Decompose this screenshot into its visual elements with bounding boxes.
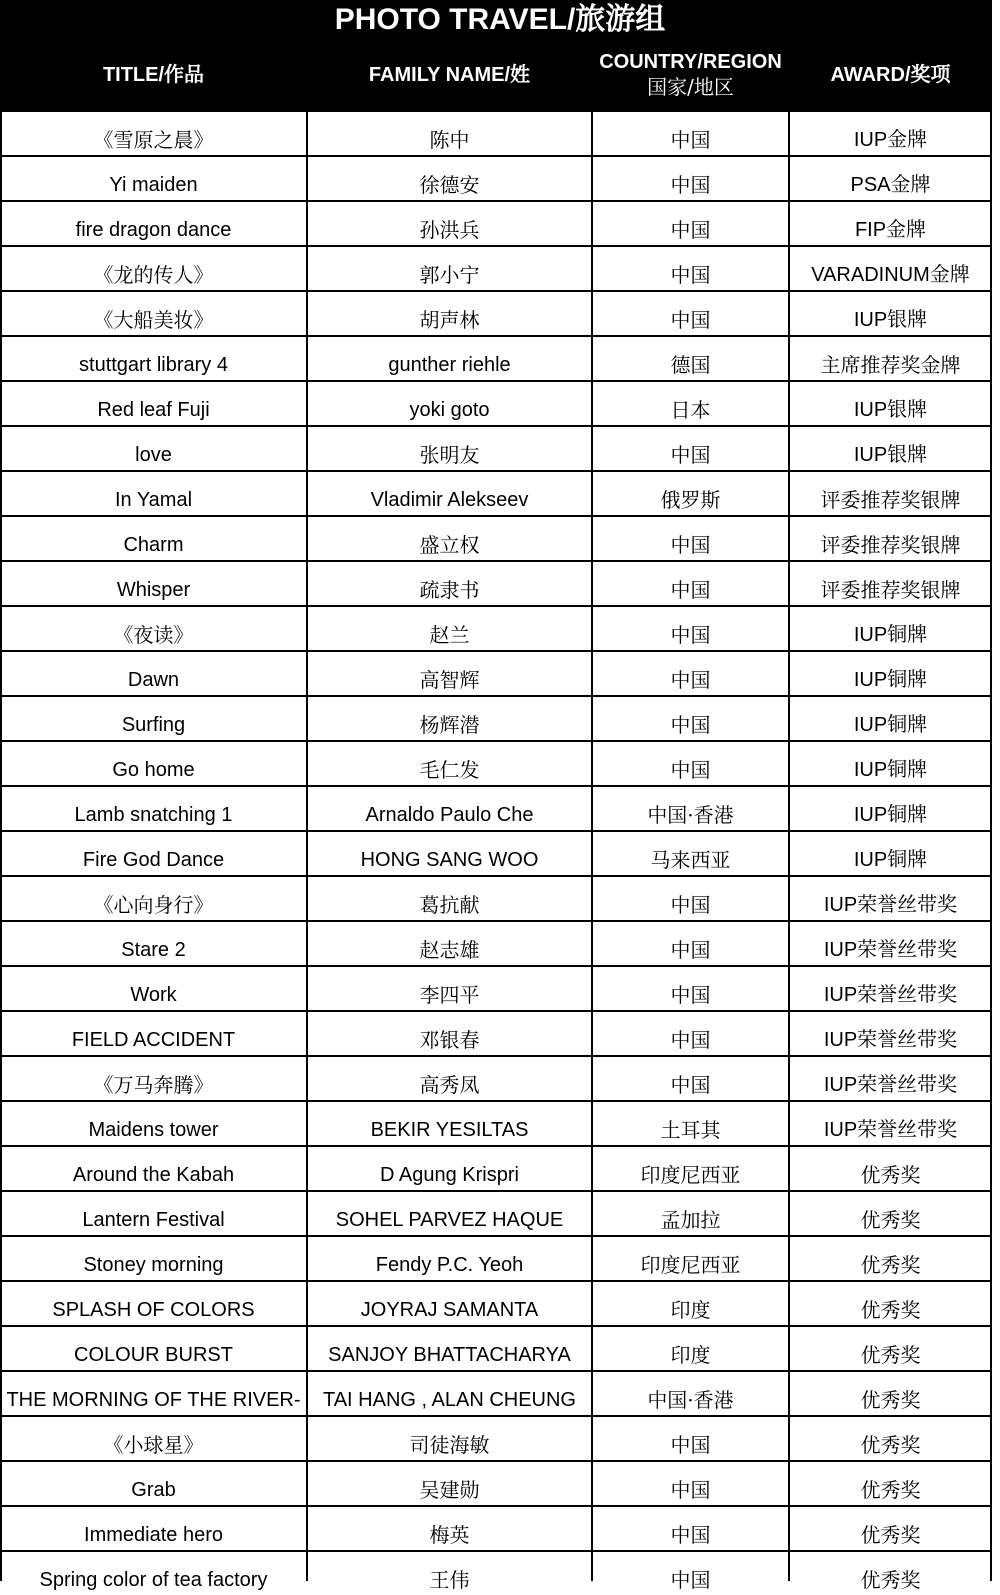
table-row (0, 155, 992, 200)
cell-title: Stare 2 (121, 939, 186, 961)
cell-title: Fire God Dance (82, 849, 225, 871)
cell-award: IUP银牌 (853, 399, 928, 421)
cell-family-name: 邓银春 (419, 1028, 480, 1052)
cell-title: 《万马奔腾》 (93, 1073, 214, 1097)
table-row (0, 245, 992, 290)
cell-family-name: Fendy P.C. Yeoh (375, 1254, 524, 1276)
cell-award: IUP铜牌 (853, 849, 928, 871)
column-header-award-label: AWARD/奖项 (830, 63, 951, 86)
table-border-left (0, 110, 2, 1581)
cell-title: Dawn (127, 669, 180, 691)
cell-family-name: 张明友 (419, 443, 480, 467)
cell-family-name: 司徒海敏 (409, 1433, 490, 1457)
cell-family-name: 疏隶书 (419, 578, 480, 602)
cell-family-name: 高智辉 (419, 668, 480, 692)
cell-family-name: 梅英 (429, 1523, 470, 1547)
cell-country: 中国 (670, 1523, 711, 1547)
cell-country: 中国 (670, 173, 711, 197)
cell-award: 优秀奖 (860, 1478, 921, 1502)
cell-title: fire dragon dance (75, 219, 232, 241)
cell-family-name: 毛仁发 (419, 758, 480, 782)
table-row (0, 1190, 992, 1235)
table-row (0, 290, 992, 335)
column-header-country-line1: COUNTRY/REGION (599, 51, 782, 73)
table-row (0, 335, 992, 380)
results-table (0, 110, 992, 1595)
column-divider-3 (788, 110, 790, 1581)
cell-award: 评委推荐奖银牌 (820, 578, 961, 602)
cell-family-name: HONG SANG WOO (360, 849, 539, 871)
cell-title: 《小球星》 (103, 1433, 204, 1457)
table-row (0, 1145, 992, 1190)
cell-family-name: 徐德安 (419, 173, 480, 197)
cell-country: 中国 (670, 983, 711, 1007)
cell-family-name: 王伟 (429, 1568, 470, 1592)
cell-title: Yi maiden (109, 174, 198, 196)
table-row (0, 560, 992, 605)
cell-family-name: 葛抗献 (419, 893, 480, 917)
cell-country: 印度 (670, 1298, 711, 1322)
cell-country: 印度尼西亚 (640, 1163, 741, 1187)
cell-title: FIELD ACCIDENT (71, 1029, 236, 1051)
cell-award: 优秀奖 (860, 1343, 921, 1367)
cell-family-name: gunther riehle (388, 354, 511, 376)
cell-award: 优秀奖 (860, 1163, 921, 1187)
cell-family-name: 郭小宁 (419, 263, 480, 287)
cell-country: 中国 (670, 623, 711, 647)
cell-country: 德国 (670, 353, 711, 377)
cell-title: Lamb snatching 1 (74, 804, 233, 826)
column-header-award (789, 40, 992, 110)
cell-family-name: 高秀凤 (419, 1073, 480, 1097)
cell-award: 优秀奖 (860, 1298, 921, 1322)
cell-award: IUP银牌 (853, 444, 928, 466)
table-row (0, 1100, 992, 1145)
table-row (0, 470, 992, 515)
cell-award: 优秀奖 (860, 1433, 921, 1457)
column-header-family-name-label: FAMILY NAME/姓 (368, 63, 531, 86)
cell-country: 中国 (670, 128, 711, 152)
cell-country: 印度 (670, 1343, 711, 1367)
cell-family-name: 陈中 (429, 128, 470, 152)
cell-country: 中国 (670, 263, 711, 287)
cell-country: 中国 (670, 758, 711, 782)
cell-award: IUP铜牌 (853, 624, 928, 646)
cell-country: 中国·香港 (647, 803, 734, 827)
cell-title: Maidens tower (88, 1119, 219, 1141)
cell-family-name: 杨辉潜 (419, 713, 480, 737)
table-row (0, 1325, 992, 1370)
table-row (0, 695, 992, 740)
cell-country: 中国 (670, 1433, 711, 1457)
table-row (0, 650, 992, 695)
table-row (0, 1010, 992, 1055)
cell-family-name: D Agung Krispri (380, 1164, 519, 1186)
table-row (0, 1550, 992, 1595)
cell-title: THE MORNING OF THE RIVER- (6, 1389, 301, 1411)
column-header-family-name (307, 40, 592, 110)
cell-title: Whisper (116, 579, 191, 601)
cell-title: love (135, 444, 172, 466)
cell-title: Grab (131, 1479, 176, 1501)
cell-country: 中国 (670, 1478, 711, 1502)
cell-country: 日本 (670, 398, 711, 422)
cell-title: SPLASH OF COLORS (52, 1299, 255, 1321)
table-row (0, 425, 992, 470)
cell-family-name: TAI HANG , ALAN CHEUNG (322, 1389, 576, 1411)
cell-family-name: 吴建勋 (419, 1478, 480, 1502)
page-title: PHOTO TRAVEL/旅游组 (334, 3, 666, 36)
column-divider-1 (306, 110, 308, 1581)
cell-title: Charm (123, 534, 184, 556)
table-row (0, 1055, 992, 1100)
table-row (0, 110, 992, 155)
cell-award: IUP铜牌 (853, 804, 928, 826)
table-row (0, 785, 992, 830)
cell-family-name: Arnaldo Paulo Che (365, 804, 534, 826)
cell-award: IUP铜牌 (853, 714, 928, 736)
cell-country: 中国 (670, 308, 711, 332)
cell-title: 《心向身行》 (93, 893, 214, 917)
cell-country: 中国 (670, 218, 711, 242)
cell-award: IUP银牌 (853, 309, 928, 331)
cell-title: COLOUR BURST (74, 1344, 233, 1366)
cell-title: Around the Kabah (72, 1164, 235, 1186)
cell-country: 中国 (670, 893, 711, 917)
cell-family-name: 盛立权 (419, 533, 480, 557)
cell-country: 中国 (670, 578, 711, 602)
cell-award: IUP荣誉丝带奖 (823, 894, 958, 916)
cell-award: IUP荣誉丝带奖 (823, 1074, 958, 1096)
cell-award: FIP金牌 (854, 219, 927, 241)
cell-family-name: BEKIR YESILTAS (370, 1119, 529, 1141)
cell-country: 中国·香港 (647, 1388, 734, 1412)
cell-award: IUP荣誉丝带奖 (823, 939, 958, 961)
table-row (0, 605, 992, 650)
cell-family-name: yoki goto (409, 399, 490, 421)
cell-country: 中国 (670, 713, 711, 737)
cell-award: IUP荣誉丝带奖 (823, 1119, 958, 1141)
table-row (0, 1280, 992, 1325)
cell-award: 优秀奖 (860, 1388, 921, 1412)
cell-title: Red leaf Fuji (97, 399, 210, 421)
cell-award: IUP铜牌 (853, 669, 928, 691)
table-row (0, 200, 992, 245)
cell-title: 《雪原之晨》 (93, 128, 214, 152)
table-row (0, 1235, 992, 1280)
cell-family-name: 赵志雄 (419, 938, 480, 962)
cell-country: 孟加拉 (660, 1208, 721, 1232)
cell-family-name: 胡声林 (419, 308, 480, 332)
table-header (0, 0, 992, 110)
column-divider-2 (591, 110, 593, 1581)
cell-award: IUP荣誉丝带奖 (823, 984, 958, 1006)
table-row (0, 1415, 992, 1460)
cell-title: Spring color of tea factory (39, 1569, 268, 1591)
cell-country: 俄罗斯 (660, 488, 721, 512)
table-row (0, 380, 992, 425)
cell-country: 马来西亚 (650, 848, 731, 872)
table-border-right (990, 110, 992, 1581)
table-row (0, 1505, 992, 1550)
cell-title: Stoney morning (83, 1254, 224, 1276)
table-row (0, 875, 992, 920)
cell-family-name: Vladimir Alekseev (370, 489, 529, 511)
cell-family-name: 李四平 (419, 983, 480, 1007)
cell-title: Go home (112, 759, 195, 781)
column-header-country-line2: 国家/地区 (647, 75, 734, 99)
cell-country: 中国 (670, 1568, 711, 1592)
cell-title: Immediate hero (84, 1524, 223, 1546)
table-row (0, 1460, 992, 1505)
table-row (0, 515, 992, 560)
cell-title: In Yamal (114, 489, 193, 511)
cell-title: Lantern Festival (82, 1209, 225, 1231)
cell-award: 优秀奖 (860, 1568, 921, 1592)
cell-country: 中国 (670, 1073, 711, 1097)
cell-title: 《龙的传人》 (93, 263, 214, 287)
cell-family-name: SOHEL PARVEZ HAQUE (335, 1209, 564, 1231)
table-row (0, 965, 992, 1010)
cell-title: Work (130, 984, 177, 1006)
column-header-title (0, 40, 307, 110)
cell-country: 中国 (670, 938, 711, 962)
cell-family-name: JOYRAJ SAMANTA (360, 1299, 539, 1321)
cell-award: IUP铜牌 (853, 759, 928, 781)
cell-award: 主席推荐奖金牌 (820, 353, 961, 377)
cell-award: 评委推荐奖银牌 (820, 533, 961, 557)
cell-family-name: 孙洪兵 (419, 218, 480, 242)
cell-country: 土耳其 (660, 1118, 721, 1142)
cell-award: PSA金牌 (850, 174, 931, 196)
cell-country: 中国 (670, 1028, 711, 1052)
cell-family-name: SANJOY BHATTACHARYA (328, 1344, 571, 1366)
cell-award: 优秀奖 (860, 1523, 921, 1547)
cell-award: 评委推荐奖银牌 (820, 488, 961, 512)
table-row (0, 830, 992, 875)
table-row (0, 1370, 992, 1415)
cell-family-name: 赵兰 (429, 623, 470, 647)
cell-title: 《大船美妆》 (93, 308, 214, 332)
cell-award: IUP荣誉丝带奖 (823, 1029, 958, 1051)
cell-title: Surfing (121, 714, 186, 736)
column-header-country (592, 40, 789, 110)
cell-country: 中国 (670, 443, 711, 467)
table-row (0, 920, 992, 965)
cell-award: IUP金牌 (853, 129, 928, 151)
column-header-title-label: TITLE/作品 (102, 63, 205, 86)
cell-award: 优秀奖 (860, 1208, 921, 1232)
cell-country: 中国 (670, 668, 711, 692)
cell-title: 《夜读》 (113, 623, 194, 647)
cell-title: stuttgart library 4 (79, 354, 228, 376)
cell-award: 优秀奖 (860, 1253, 921, 1277)
table-row (0, 740, 992, 785)
cell-country: 中国 (670, 533, 711, 557)
cell-country: 印度尼西亚 (640, 1253, 741, 1277)
cell-award: VARADINUM金牌 (811, 264, 970, 286)
